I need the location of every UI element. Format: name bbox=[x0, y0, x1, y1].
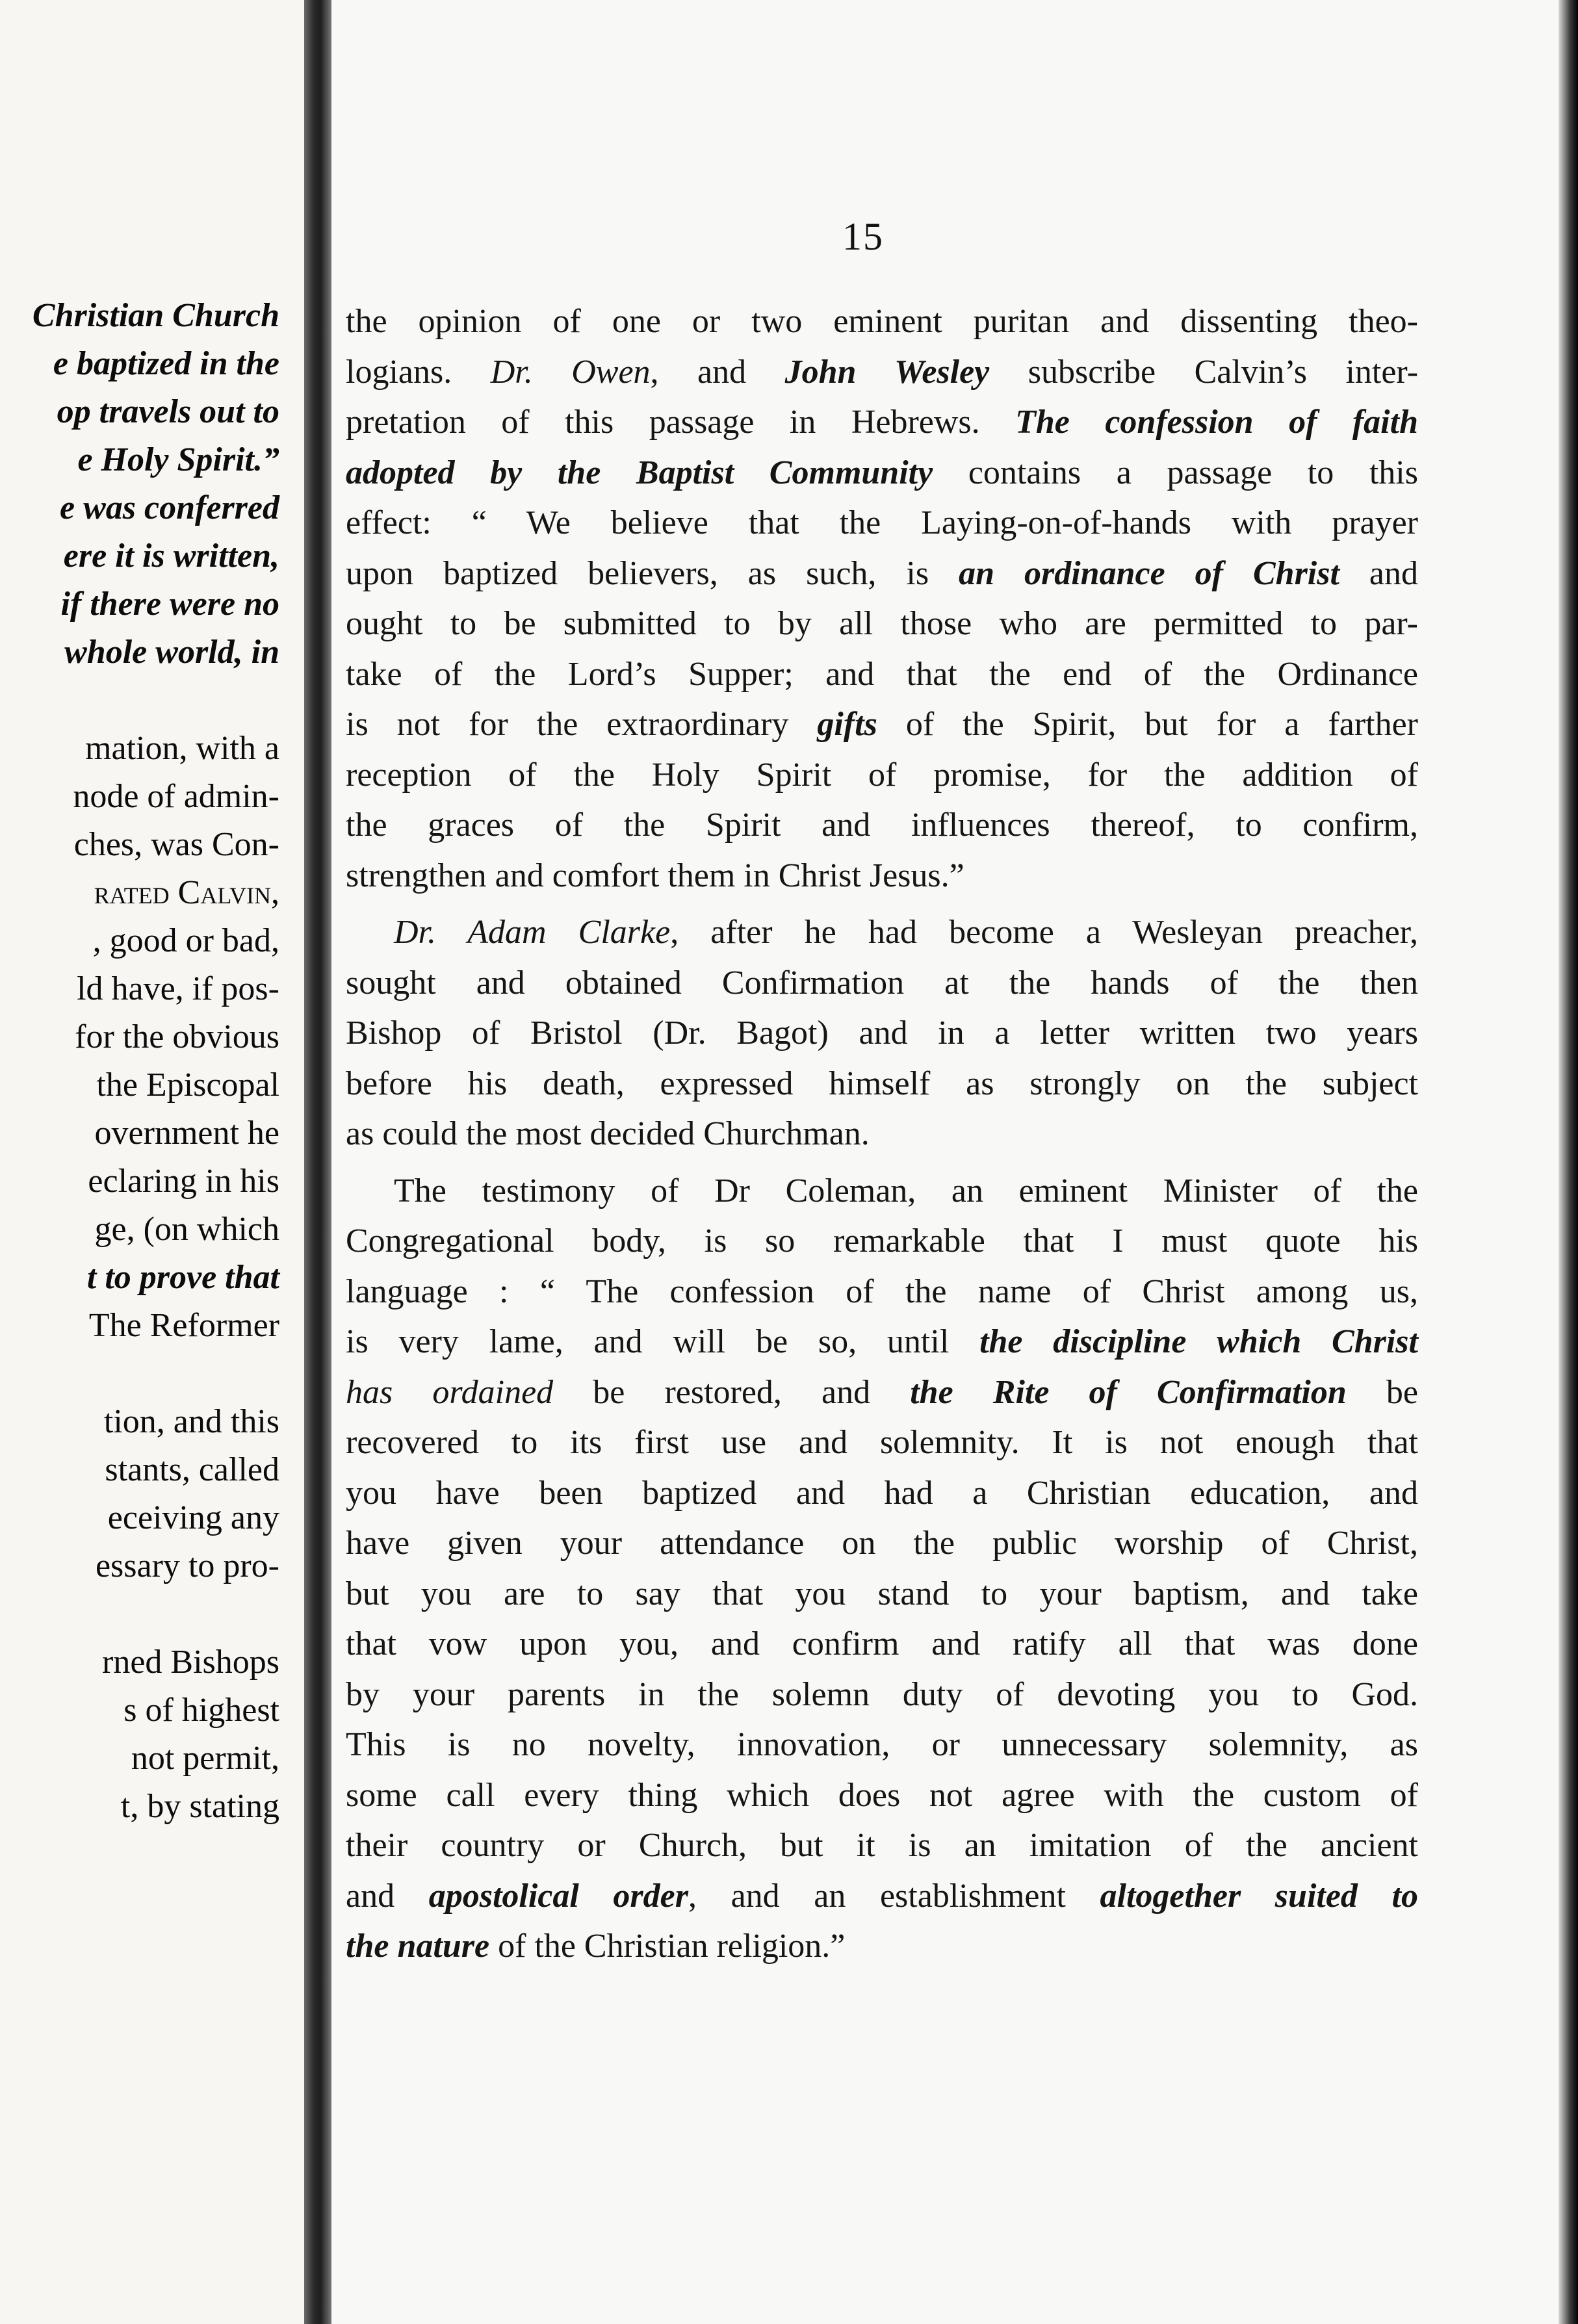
text-line bbox=[346, 1166, 1418, 1217]
emphasized-text: apostolical order bbox=[428, 1877, 688, 1915]
left-page-line: rated Calvin, bbox=[94, 874, 279, 911]
text-run: some call every thing which does not agree with the custom of bbox=[346, 1776, 1418, 1814]
left-page-line: the Episcopal bbox=[96, 1066, 279, 1104]
text-run: the opinion of one or two eminent puritan and dissenting theo- bbox=[346, 303, 1418, 340]
text-run: have given your attendance on the public worship of Christ, bbox=[346, 1525, 1418, 1562]
text-run: and bbox=[1339, 554, 1419, 592]
text-line bbox=[346, 800, 1418, 851]
text-line bbox=[346, 347, 1418, 398]
text-run: , and bbox=[650, 353, 785, 391]
text-run: , after he had become a Wesleyan preacher, bbox=[670, 914, 1418, 951]
text-run: but you are to say that you stand to your baptism, and take bbox=[346, 1575, 1418, 1612]
emphasized-text: gifts bbox=[817, 706, 877, 743]
text-run: reception of the Holy Spirit of promise, for the addition of bbox=[346, 756, 1418, 794]
book-gutter bbox=[304, 0, 331, 2324]
text-run: sought and obtained Confirmation at the hands of the then bbox=[346, 964, 1418, 1001]
text-line bbox=[346, 1008, 1418, 1059]
text-run: subscribe Calvin’s inter- bbox=[989, 353, 1419, 391]
left-page-line: ere it is written, bbox=[63, 537, 279, 575]
text-run: contains a passage to this bbox=[933, 454, 1418, 491]
text-line bbox=[346, 649, 1418, 700]
text-run: of the Spirit, but for a farther bbox=[877, 706, 1419, 743]
left-page-fragment bbox=[0, 0, 304, 2324]
left-page-line: e baptized in the bbox=[53, 345, 279, 382]
left-page-line: whole world, in bbox=[64, 634, 279, 671]
text-run: Congregational body, is so remarkable that I must quote his bbox=[346, 1222, 1418, 1259]
text-run: the graces of the Spirit and influences thereof, to confirm, bbox=[346, 807, 1418, 844]
text-run: their country or Church, but it is an imitation of the ancient bbox=[346, 1827, 1418, 1864]
left-page-line: rned Bishops bbox=[102, 1644, 279, 1681]
text-run: take of the Lord’s Supper; and that the end of the Ordinance bbox=[346, 655, 1418, 693]
text-run: recovered to its first use and solemnity. It is not enough that bbox=[346, 1424, 1418, 1461]
left-page-line: op travels out to bbox=[57, 393, 279, 430]
text-line bbox=[346, 1317, 1418, 1367]
paragraph bbox=[346, 1166, 1418, 1972]
left-page-line: ches, was Con- bbox=[73, 826, 279, 863]
text-run: logians. bbox=[346, 353, 491, 391]
text-run: Bishop of Bristol (Dr. Bagot) and in a letter written two years bbox=[346, 1014, 1418, 1052]
text-run: pretation of this passage in Hebrews. bbox=[346, 404, 1016, 441]
left-page-line: mation, with a bbox=[85, 730, 279, 767]
left-page-line: for the obvious bbox=[75, 1018, 279, 1055]
left-page-line: eclaring in his bbox=[88, 1163, 279, 1200]
left-page-line: stants, called bbox=[105, 1451, 279, 1488]
left-page-line: s of highest bbox=[123, 1692, 279, 1729]
text-run: before his death, expressed himself as strongly on the subject bbox=[346, 1065, 1418, 1102]
text-line bbox=[346, 1569, 1418, 1620]
text-line bbox=[346, 1468, 1418, 1519]
text-run: ought to be submitted to by all those who are permitted to par- bbox=[346, 605, 1418, 642]
text-run: , and an establishment bbox=[688, 1877, 1100, 1915]
text-run: of the Christian religion.” bbox=[489, 1928, 846, 1965]
page-edge-shadow bbox=[1559, 0, 1578, 2324]
text-line bbox=[346, 1059, 1418, 1109]
text-line bbox=[346, 1770, 1418, 1821]
text-line bbox=[346, 1216, 1418, 1267]
text-line bbox=[346, 958, 1418, 1009]
text-line bbox=[346, 296, 1418, 347]
emphasized-text: Dr. Adam Clarke bbox=[394, 914, 671, 951]
text-line bbox=[346, 549, 1418, 599]
text-line bbox=[346, 699, 1418, 750]
text-run: language : “ The confession of the name of Christ among us, bbox=[346, 1272, 1418, 1310]
text-line bbox=[346, 1518, 1418, 1569]
text-line bbox=[346, 1670, 1418, 1720]
text-line bbox=[346, 498, 1418, 549]
paragraph bbox=[346, 296, 1418, 901]
text-line bbox=[346, 1417, 1418, 1468]
left-page-line: e was conferred bbox=[60, 489, 279, 526]
left-page-line: essary to pro- bbox=[95, 1547, 279, 1584]
text-line bbox=[346, 1109, 1418, 1159]
text-line bbox=[346, 397, 1418, 448]
page-number: 15 bbox=[842, 215, 884, 258]
emphasized-text: the discipline which Christ bbox=[979, 1323, 1418, 1360]
text-line bbox=[346, 1619, 1418, 1670]
text-run: that vow upon you, and confirm and ratify all that was done bbox=[346, 1625, 1418, 1662]
text-run: This is no novelty, innovation, or unnecessary solemnity, as bbox=[346, 1726, 1418, 1763]
page-body-text bbox=[346, 296, 1418, 1972]
left-page-line: tion, and this bbox=[103, 1403, 279, 1440]
emphasized-text: John Wesley bbox=[784, 353, 990, 391]
emphasized-text: the Rite of Confirmation bbox=[910, 1373, 1347, 1411]
text-line bbox=[346, 1267, 1418, 1317]
left-page-line: overnment he bbox=[94, 1115, 279, 1152]
emphasized-text: an ordinance of Christ bbox=[959, 554, 1339, 592]
text-line bbox=[346, 907, 1418, 958]
text-line bbox=[346, 750, 1418, 801]
text-run: The testimony of Dr Coleman, an eminent Minister of the bbox=[394, 1172, 1418, 1209]
left-page-line: e Holy Spirit.” bbox=[77, 441, 279, 478]
left-page-line: t to prove that bbox=[86, 1259, 279, 1296]
text-line bbox=[346, 599, 1418, 649]
left-page-line: not permit, bbox=[131, 1740, 279, 1777]
text-line bbox=[346, 1367, 1418, 1418]
left-page-line: node of admin- bbox=[73, 778, 279, 815]
emphasized-text: The confession of faith bbox=[1015, 404, 1418, 441]
left-page-line: ld have, if pos- bbox=[77, 970, 279, 1007]
text-run: by your parents in the solemn duty of devoting you to God. bbox=[346, 1675, 1418, 1713]
text-run: and bbox=[346, 1877, 429, 1915]
text-line bbox=[346, 1720, 1418, 1770]
emphasized-text: the nature bbox=[346, 1928, 490, 1965]
emphasized-text: Dr. Owen bbox=[490, 353, 651, 391]
emphasized-text: has ordained bbox=[346, 1373, 554, 1411]
text-line bbox=[346, 1871, 1418, 1922]
left-page-line: , good or bad, bbox=[92, 922, 279, 959]
left-page-line: The Reformer bbox=[88, 1307, 279, 1344]
left-page-line: if there were no bbox=[60, 586, 279, 623]
emphasized-text: altogether suited to bbox=[1100, 1877, 1418, 1915]
paragraph bbox=[346, 907, 1418, 1159]
text-run: as could the most decided Churchman. bbox=[346, 1115, 870, 1152]
left-page-line: Christian Church bbox=[32, 297, 279, 334]
text-run: is not for the extraordinary bbox=[346, 706, 818, 743]
text-line bbox=[346, 1921, 1418, 1972]
text-run: you have been baptized and had a Christian education, and bbox=[346, 1474, 1418, 1512]
text-run: effect: “ We believe that the Laying-on-of-hands with prayer bbox=[346, 504, 1418, 541]
text-run: upon baptized believers, as such, is bbox=[346, 554, 959, 592]
text-line bbox=[346, 851, 1418, 901]
left-page-line: t, by stating bbox=[120, 1788, 279, 1825]
text-run: strengthen and comfort them in Christ Jesus.” bbox=[346, 857, 964, 894]
text-run: be bbox=[1346, 1373, 1418, 1411]
left-page-line: ge, (on which bbox=[94, 1211, 279, 1248]
left-page-line: eceiving any bbox=[107, 1499, 279, 1536]
text-run: is very lame, and will be so, until bbox=[346, 1323, 980, 1360]
text-line bbox=[346, 1820, 1418, 1871]
text-run: be restored, and bbox=[553, 1373, 911, 1411]
emphasized-text: adopted by the Baptist Community bbox=[346, 454, 933, 491]
text-line bbox=[346, 448, 1418, 498]
